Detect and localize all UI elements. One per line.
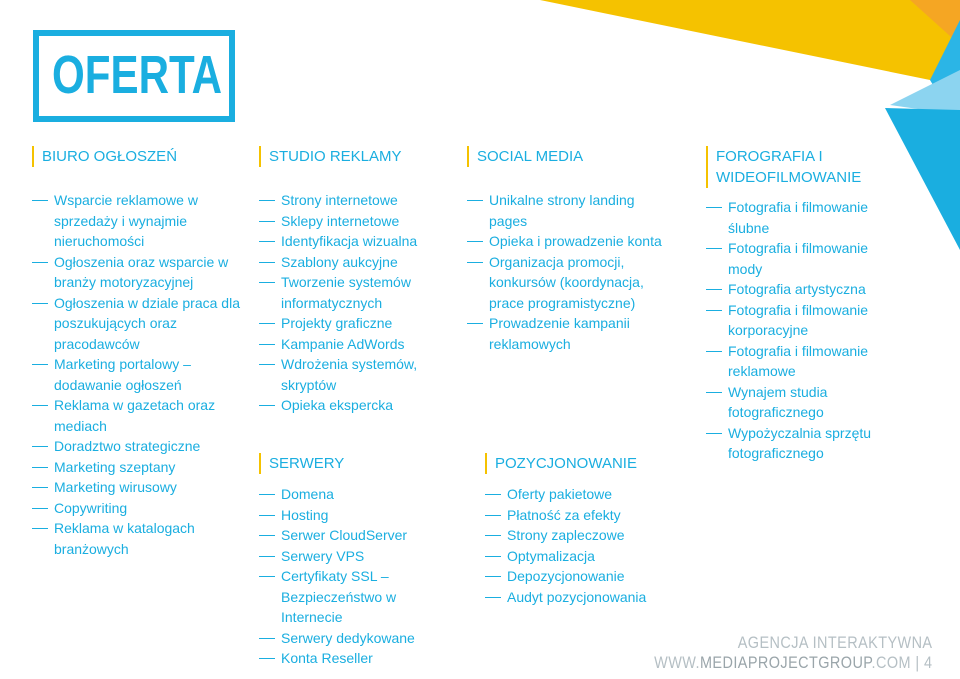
url-suffix: .COM — [871, 653, 911, 672]
list-item: Identyfikacja wizualna — [259, 231, 459, 252]
list-item: Wdrożenia systemów, skryptów — [259, 354, 446, 395]
section-heading: BIURO OGŁOSZEŃ — [32, 146, 247, 167]
section-list — [259, 484, 459, 669]
list-item: Reklama w gazetach oraz mediach — [32, 395, 247, 436]
list-item: Marketing wirusowy — [32, 477, 247, 498]
list-item: Szablony aukcyjne — [259, 252, 459, 273]
list-item: Marketing szeptany — [32, 457, 247, 478]
list-item: Projekty graficzne — [259, 313, 459, 334]
list-item: Ogłoszenia oraz wsparcie w branży motoryzacyjnej — [32, 252, 247, 293]
list-item: Marketing portalowy – dodawanie ogłoszeń — [32, 354, 247, 395]
list-item: Płatność za efekty — [485, 505, 685, 526]
list-item: Wsparcie reklamowe w sprzedaży i wynajmie nieruchomości — [32, 190, 247, 252]
list-item: Fotografia artystyczna — [706, 279, 896, 300]
agency-label: AGENCJA INTERAKTYWNA — [737, 633, 932, 652]
list-item: Kampanie AdWords — [259, 334, 459, 355]
section-list — [467, 190, 692, 354]
list-item: Organizacja promocji, konkursów (koordynacja, prace programistyczne) — [467, 252, 674, 314]
list-item: Audyt pozycjonowania — [485, 587, 685, 608]
section-pozycjonowanie — [485, 453, 685, 607]
page-number: 4 — [923, 653, 932, 672]
list-item: Domena — [259, 484, 459, 505]
section-list — [485, 484, 685, 607]
list-item: Serwery dedykowane — [259, 628, 459, 649]
section-heading: STUDIO REKLAMY — [259, 146, 459, 167]
list-item: Sklepy internetowe — [259, 211, 459, 232]
list-item: Unikalne strony landing pages — [467, 190, 659, 231]
list-item: Ogłoszenia w dziale praca dla poszukujących oraz pracodawców — [32, 293, 247, 355]
section-social — [467, 146, 692, 354]
list-item: Serwery VPS — [259, 546, 459, 567]
list-item: Serwer CloudServer — [259, 525, 459, 546]
section-serwery — [259, 453, 459, 669]
list-item: Wypożyczalnia sprzętu fotograficznego — [706, 423, 898, 464]
list-item: Doradztwo strategiczne — [32, 436, 247, 457]
section-heading: FOROGRAFIA I WIDEOFILMOWANIE — [706, 146, 866, 188]
section-list — [32, 190, 247, 559]
footer — [605, 633, 933, 673]
list-item: Hosting — [259, 505, 459, 526]
list-item: Certyfikaty SSL – Bezpieczeństwo w Internecie — [259, 566, 459, 628]
page-separator: | — [914, 653, 920, 672]
list-item: Reklama w katalogach branżowych — [32, 518, 247, 559]
section-heading: SOCIAL MEDIA — [467, 146, 692, 167]
url-prefix: WWW. — [653, 653, 700, 672]
list-item: Strony internetowe — [259, 190, 459, 211]
list-item: Wynajem studia fotograficznego — [706, 382, 868, 423]
page-title: OFERTA — [52, 45, 223, 105]
list-item: Tworzenie systemów informatycznych — [259, 272, 441, 313]
url-brand: MEDIAPROJECTGROUP — [699, 653, 872, 672]
footer-url — [654, 653, 932, 673]
list-item: Fotografia i filmowanie ślubne — [706, 197, 888, 238]
list-item: Fotografia i filmowanie reklamowe — [706, 341, 888, 382]
section-heading: POZYCJONOWANIE — [485, 453, 685, 474]
section-foto — [706, 146, 896, 464]
list-item: Fotografia i filmowanie mody — [706, 238, 888, 279]
list-item: Opieka i prowadzenie konta — [467, 231, 692, 252]
list-item: Optymalizacja — [485, 546, 685, 567]
list-item: Depozycjonowanie — [485, 566, 685, 587]
list-item: Prowadzenie kampanii reklamowych — [467, 313, 659, 354]
section-heading: SERWERY — [259, 453, 459, 474]
list-item: Strony zapleczowe — [485, 525, 685, 546]
section-list — [259, 190, 459, 416]
list-item: Oferty pakietowe — [485, 484, 685, 505]
section-list — [706, 197, 896, 464]
section-biuro — [32, 146, 247, 559]
list-item: Konta Reseller — [259, 648, 459, 669]
list-item: Opieka ekspercka — [259, 395, 459, 416]
section-studio — [259, 146, 459, 416]
list-item: Fotografia i filmowanie korporacyjne — [706, 300, 898, 341]
list-item: Copywriting — [32, 498, 247, 519]
